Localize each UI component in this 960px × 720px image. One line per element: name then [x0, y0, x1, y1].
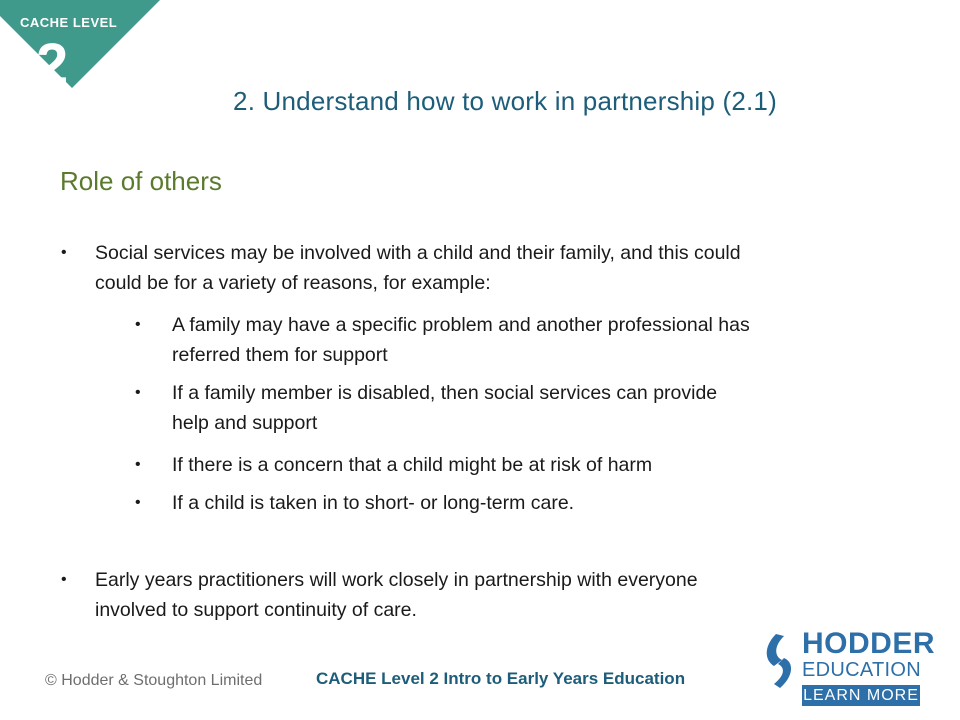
bullet-line: referred them for support — [172, 344, 388, 366]
bullet-line: involved to support continuity of care. — [95, 599, 417, 621]
logo-education-text: EDUCATION — [802, 659, 921, 681]
section-subtitle: Role of others — [60, 166, 222, 196]
sub-bullet-item — [135, 378, 907, 438]
cache-level-badge — [0, 0, 160, 90]
bullet-dot-icon: • — [61, 571, 67, 588]
bullet-dot-icon: • — [61, 244, 67, 261]
bullet-line: If a family member is disabled, then social services can provide — [172, 382, 718, 404]
bullet-line: If a child is taken in to short- or long-term care. — [172, 492, 575, 514]
bullet-dot-icon: • — [135, 316, 141, 333]
copyright-text: © Hodder & Stoughton Limited — [45, 672, 263, 689]
bullet-line: A family may have a specific problem and another professional has — [172, 314, 750, 336]
badge-label: CACHE LEVEL — [20, 15, 118, 30]
bullet-dot-icon: • — [135, 456, 141, 473]
bullet-line: could be for a variety of reasons, for example: — [95, 272, 491, 294]
bullet-line: If there is a concern that a child might be at risk of harm — [172, 454, 653, 476]
bullet-item — [61, 565, 915, 625]
bullet-dot-icon: • — [135, 384, 141, 401]
sub-bullet-item — [135, 310, 907, 370]
slide-title: 2. Understand how to work in partnership (2.1) — [233, 86, 777, 116]
hodder-education-logo — [760, 627, 936, 708]
badge-number: 2 — [36, 32, 69, 90]
bullet-dot-icon: • — [135, 494, 141, 511]
sub-bullet-item — [135, 450, 907, 480]
hodder-mark-icon — [760, 630, 800, 692]
sub-bullet-item — [135, 488, 907, 518]
logo-learn-more-text: LEARN MORE — [803, 687, 919, 704]
bullet-line: help and support — [172, 412, 318, 434]
bullet-line: Early years practitioners will work closely in partnership with everyone — [95, 569, 698, 591]
bullet-line: Social services may be involved with a child and their family, and this could — [95, 242, 741, 264]
logo-hodder-text: HODDER — [802, 627, 936, 660]
bullet-item — [61, 238, 915, 298]
course-title: CACHE Level 2 Intro to Early Years Education — [316, 669, 686, 688]
